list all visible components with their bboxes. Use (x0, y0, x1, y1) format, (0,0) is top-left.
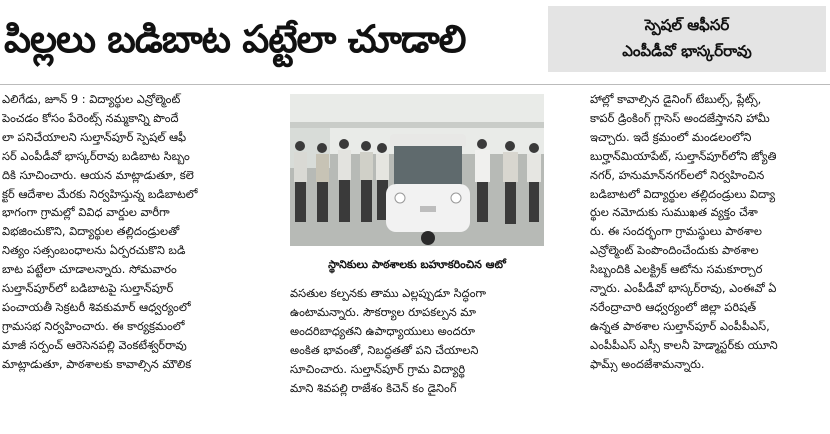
text-line: రు. ఈ సందర్భంగా గ్రామస్థులు పాఠశాల (590, 224, 762, 239)
text-line: సుల్తాన్‌పూర్‌లో బడిబాటపై సుల్తాన్‌పూర్ (2, 281, 174, 296)
photo-electric-auto (386, 134, 470, 245)
text-line: భాగంగా గ్రామల్లో వివిధ వార్డుల వారీగా (2, 205, 170, 220)
text-line: ఇచ్చారు. ఇదే క్రమంలో మండలంలోని (590, 129, 752, 144)
text-line: ఎంపీపీఎస్ ఎస్సీ కాలనీ హెడ్మాస్టర్‌కు యూని (590, 337, 778, 352)
photo-canopy (290, 122, 544, 128)
kicker-line-1: స్పెషల్ ఆఫీసర్ (644, 16, 730, 34)
photo-caption: స్థానికులు పాఠశాలకు బహూకరించిన ఆటో (328, 258, 506, 271)
article-column-3 (590, 90, 828, 430)
text-line: ఉన్నత పాఠశాల సుల్తాన్‌పూర్ ఎంపీపీఎస్, (590, 318, 770, 333)
text-line: ఎలిగేడు, జూన్ 9 : విద్యార్థుల ఎన్రోల్మెంట్ (2, 92, 181, 106)
text-line: ఫామ్స్ అందజేశామన్నారు. (590, 356, 705, 371)
text-line: ఉంటామన్నారు. సౌకర్యాల రూపకల్పన మా (290, 304, 477, 319)
text-line: సర్ ఎంపీడీవో భాస్కర్‌రావు బడిబాట సిబ్బం (2, 148, 190, 163)
text-line: పంచాయతీ సెక్రటరీ శివకుమార్ ఆధ్వర్యంలో (2, 299, 191, 314)
text-line: నగర్, హనుమాన్‌నగర్‌లలో నిర్వహించిన (590, 167, 765, 182)
text-line: ర్థుల నమోదుకు సుముఖత వ్యక్తం చేశా (590, 205, 758, 220)
text-line: అంకిత భావంతో, నిబద్ధతతో పని చేయాలని (290, 342, 479, 357)
text-line: విభజించుకొని, విద్యార్థుల తల్లిదండ్రులతో (2, 224, 180, 239)
news-photo (290, 94, 544, 246)
text-line: హాల్లో కావాల్సిన డైనింగ్ టేబుల్స్, ప్లేట్స్, (590, 92, 762, 106)
text-line: బుర్హాన్‌మియాపేట్, సుల్తాన్‌పూర్‌లోని జ్యోతి (590, 148, 777, 163)
text-line: అందరిబాధ్యతని ఉపాధ్యాయులు అందరూ (290, 323, 475, 338)
article-column-1 (2, 90, 278, 430)
headline-rule (0, 84, 830, 85)
text-line: నిత్యం సత్సంబంధాలను ఏర్పరచుకొని బడి (2, 243, 186, 258)
text-line: దికి సూచించారు. ఆయన మాట్లాడుతూ, కలె (2, 167, 194, 182)
text-line: ఎన్రోల్మెంట్ పెంపొందించేందుకు పాఠశాల (590, 243, 759, 258)
text-line: సిబ్బందికి ఎలక్ట్రిక్ ఆటోను సమకూర్చార (590, 262, 763, 277)
text-line: పెంచడం కోసం పేరెంట్స్ నమ్మకాన్ని పొందే (2, 110, 179, 125)
text-line: మాని శివపల్లి రాజేశం కిచెన్ కం డైనింగ్ (290, 380, 457, 395)
text-line: నరేంద్రాచారి ఆధ్వర్యంలో జిల్లా పరిషత్ (590, 299, 757, 314)
photo-illustration (290, 94, 544, 246)
text-line: వసతుల కల్పనకు తాము ఎల్లప్పుడూ సిద్ధంగా (290, 286, 486, 300)
text-line: గ్రామసభ నిర్వహించారు. ఈ కార్యక్రమంలో (2, 318, 185, 333)
article-column-2 (290, 284, 548, 430)
text-line: మాట్లాడుతూ, పాఠశాలకు కావాల్సిన మౌలిక (2, 356, 192, 371)
text-line: క్టర్ ఆదేశాల మేరకు నిర్వహిస్తున్న బడిబాటలో (2, 186, 198, 201)
text-line: బడిబాటలో విద్యార్థుల తల్లిదండ్రులు విద్యా (590, 186, 776, 201)
text-line: బాట పట్టేలా చూడాలన్నారు. సోమవారం (2, 262, 177, 277)
text-line: కాపర్ డ్రింకింగ్ గ్లాసెస్ అందజేస్తానని హామీ (590, 110, 770, 125)
kicker-line-2: ఎంపీడీవో భాస్కర్‌రావు (622, 42, 752, 60)
text-line: సూచించారు. సుల్తాన్‌పూర్ గ్రామ విద్యార్థి (290, 361, 466, 376)
text-line: న్నారు. ఎంపీడీవో భాస్కర్‌రావు, ఎంఈవో ఏ (590, 281, 777, 296)
text-line: లా పనిచేయాలని సుల్తాన్‌పూర్ స్పెషల్ ఆఫీ (2, 129, 187, 144)
kicker-box (548, 6, 826, 72)
text-line: మాజీ సర్పంచ్ ఆరెసెనపల్లి వెంకటేశ్వర్‌రావు (2, 337, 187, 352)
headline: పిల్లలు బడిబాట పట్టేలా చూడాలి (4, 17, 466, 61)
